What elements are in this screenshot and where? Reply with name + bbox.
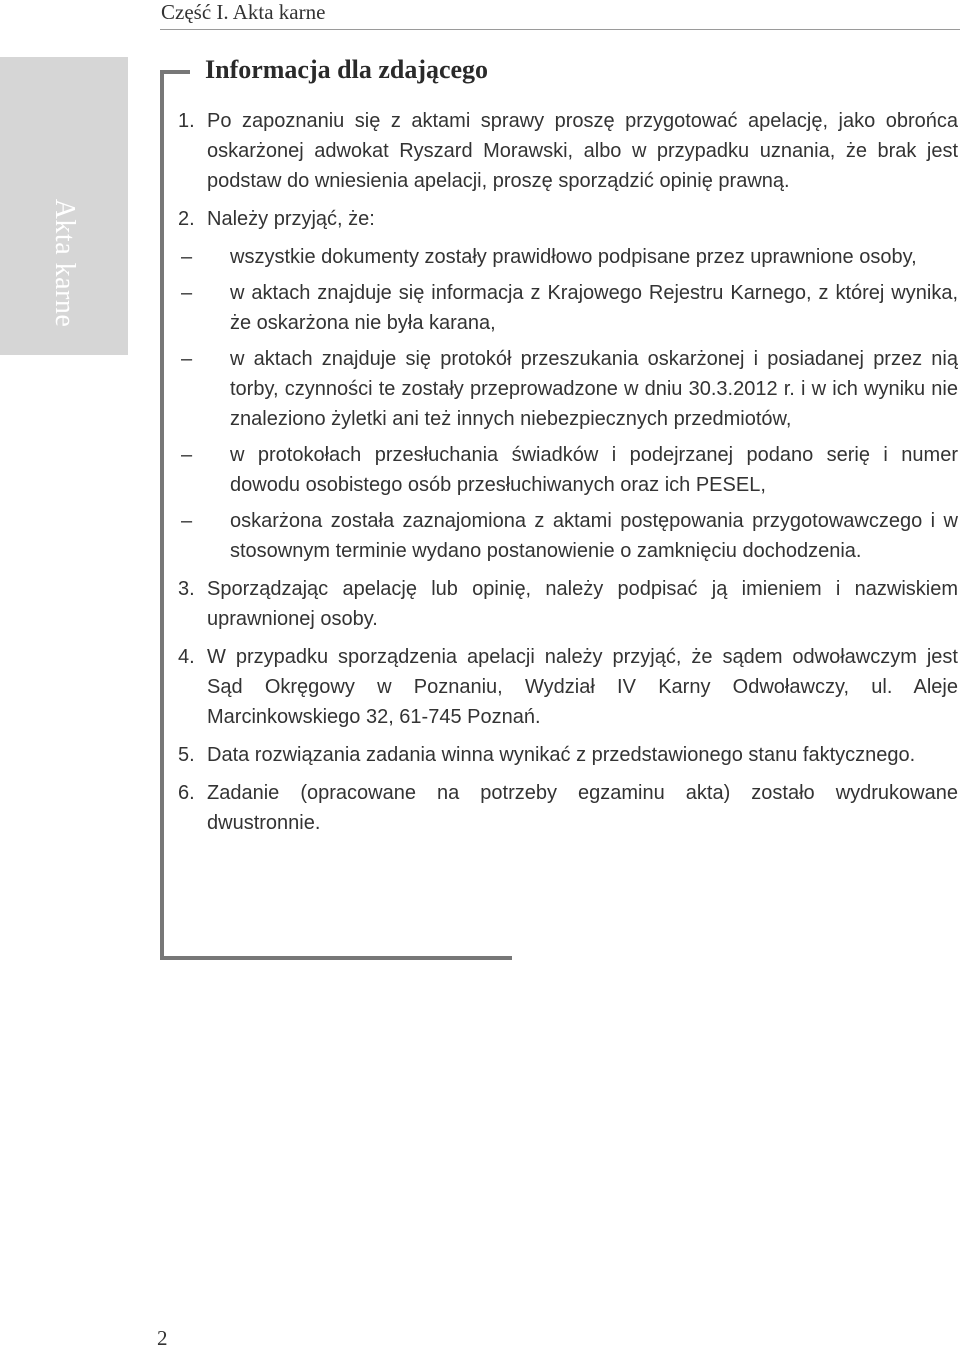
dash-marker: – <box>181 348 193 370</box>
list-item <box>181 242 958 272</box>
dash-marker: – <box>181 510 193 532</box>
page-number: 2 <box>157 1326 168 1350</box>
info-box-content <box>178 106 958 838</box>
instruction-item-5 <box>178 740 958 770</box>
instruction-item-3 <box>178 574 958 634</box>
box-frame-left <box>160 70 164 960</box>
header-rule <box>160 29 960 30</box>
box-frame-bottom <box>160 956 512 960</box>
item-number: 3. <box>178 578 195 600</box>
list-item <box>181 278 958 338</box>
item-number: 1. <box>178 110 195 132</box>
list-item <box>181 344 958 434</box>
list-item-text: w aktach znajduje się protokół przeszukania oskarżonej i posiadanej przez nią torby, czynności te zostały przeprowadzone w dniu 30.3.2012 r. i w ich wyniku nie znaleziono żyletki ani też innych niebezpiecznych przedmiotów, <box>230 348 958 430</box>
list-item <box>181 506 958 566</box>
section-side-tab <box>0 57 128 355</box>
item-number: 4. <box>178 646 195 668</box>
list-item <box>181 440 958 500</box>
list-item-text: w protokołach przesłuchania świadków i podejrzanej podano serię i numer dowodu osobistego osób przesłuchiwanych oraz ich PESEL, <box>230 444 958 496</box>
item-text: Po zapoznaniu się z aktami sprawy proszę przygotować apelację, jako obrońca oskarżonej adwokat Ryszard Morawski, albo w przypadku uznania, że brak jest podstaw do wniesienia apelacji, proszę sporządzić opinię prawną. <box>207 110 958 192</box>
item-number: 5. <box>178 744 195 766</box>
list-item-text: oskarżona została zaznajomiona z aktami postępowania przygotowawczego i w stosownym terminie wydano postanowienie o zamknięciu dochodzenia. <box>230 510 958 562</box>
item-text: W przypadku sporządzenia apelacji należy przyjąć, że sądem odwoławczym jest Sąd Okręgowy w Poznaniu, Wydział IV Karny Odwoławczy, ul. Aleje Marcinkowskiego 32, 61-745 Poznań. <box>207 646 958 728</box>
instruction-item-1 <box>178 106 958 196</box>
instruction-item-6 <box>178 778 958 838</box>
item-number: 6. <box>178 782 195 804</box>
dash-marker: – <box>181 246 193 268</box>
assumptions-list <box>181 242 958 566</box>
list-item-text: w aktach znajduje się informacja z Krajowego Rejestru Karnego, z której wynika, że oskarżona nie była karana, <box>230 282 958 334</box>
item-text: Zadanie (opracowane na potrzeby egzaminu akta) zostało wydrukowane dwustronnie. <box>207 782 958 834</box>
running-header: Część I. Akta karne <box>161 0 326 24</box>
dash-marker: – <box>181 444 193 466</box>
item-text: Data rozwiązania zadania winna wynikać z przedstawionego stanu faktycznego. <box>207 744 916 766</box>
item-text: Należy przyjąć, że: <box>207 208 375 230</box>
item-text: Sporządzając apelację lub opinię, należy podpisać ją imieniem i nazwiskiem uprawnionej osoby. <box>207 578 958 630</box>
dash-marker: – <box>181 282 193 304</box>
box-frame-top <box>160 70 190 74</box>
instruction-item-2 <box>178 204 958 566</box>
list-item-text: wszystkie dokumenty zostały prawidłowo podpisane przez uprawnione osoby, <box>230 246 917 268</box>
instruction-item-4 <box>178 642 958 732</box>
info-box-title: Informacja dla zdającego <box>205 55 489 84</box>
side-tab-label: Akta karne <box>49 198 80 328</box>
item-number: 2. <box>178 208 195 230</box>
